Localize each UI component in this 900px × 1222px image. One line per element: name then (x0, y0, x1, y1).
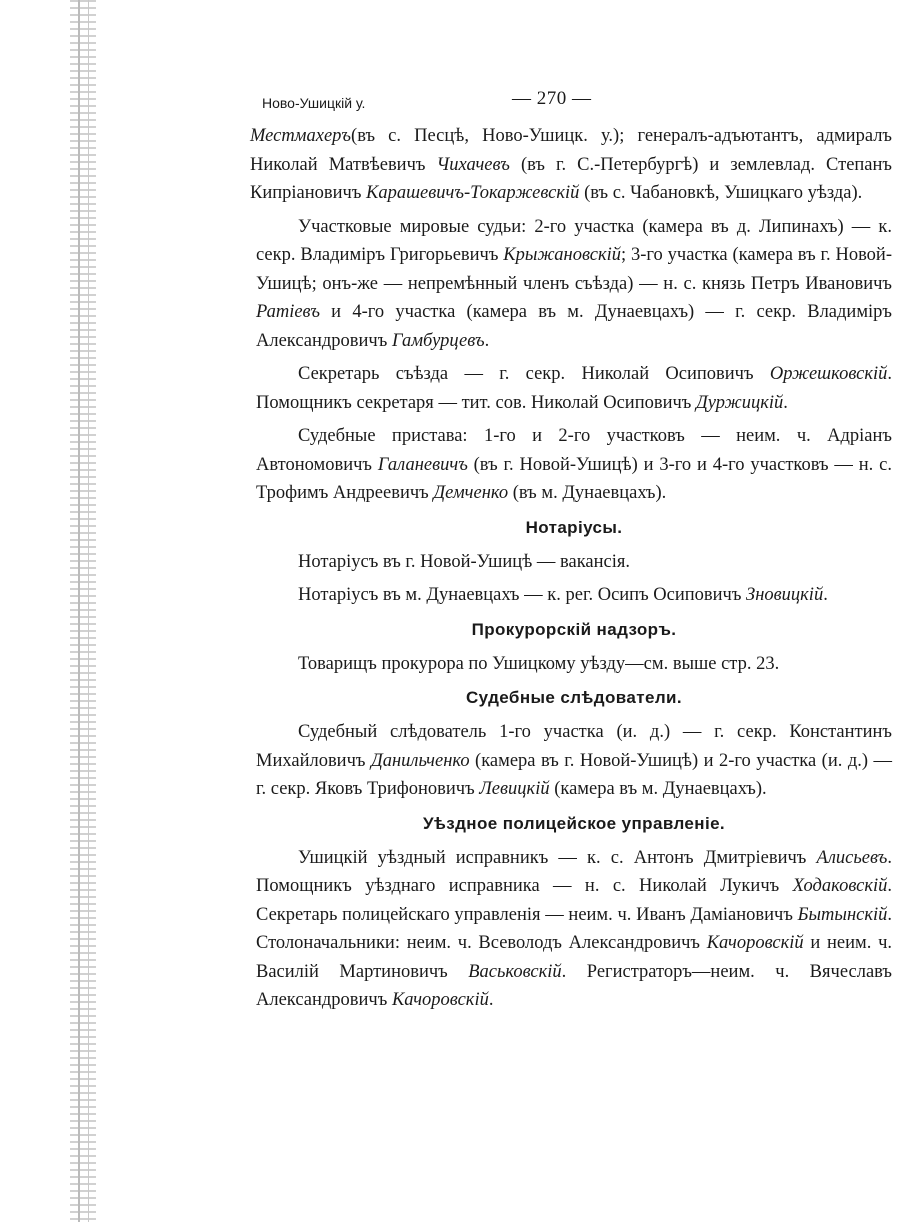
text-run: Судебные пристава: 1-го и 2-го участковъ — неим. ч. Адрiанъ Автономовичъ (256, 426, 892, 475)
paragraph-secretary (256, 360, 892, 417)
running-head-district: Ново-Ушицкiй у. (262, 95, 366, 111)
text-run: . Секретарь полицейскаго управленiя — неим. ч. Иванъ Дамiановичъ (256, 876, 892, 925)
person-name: Ратiевъ (256, 302, 320, 322)
person-name: Алисьевъ (816, 847, 888, 868)
text-run: Ушицкiй уѣздный исправникъ — к. с. Антонъ Дмитрiевичъ (298, 847, 817, 868)
text-run: (камера въ г. Новой-Ушицѣ) и 2-го участка (и. д.) — г. секр. Яковъ Трифоновичъ (256, 750, 892, 799)
person-name: Дуржицкiй (695, 392, 784, 413)
person-name: Оржешковскiй (769, 364, 888, 384)
page-number: — 270 — (512, 88, 592, 109)
person-name: Чихачевъ (436, 154, 510, 175)
text-run: ; 3-го участка (камера въ г. Новой-Ушицѣ; онъ-же — непремѣнный членъ съѣзда) — н. с. князь Петръ Ивановичъ (256, 245, 892, 294)
person-name: Данильченко (370, 750, 470, 771)
paragraph-continuation (250, 122, 892, 208)
person-name: Ходаковскiй (792, 876, 888, 896)
text-run: . Помощникъ секретаря — тит. сов. Николай Осиповичъ (256, 364, 892, 413)
paragraph-police (256, 844, 892, 1015)
person-name: Демченко (433, 483, 509, 503)
text-run: . Помощникъ уѣзднаго исправника — н. с. Николай Лукичъ (256, 847, 892, 896)
text-run: . (484, 330, 490, 351)
person-name: Карашевичъ-Токаржевскiй (366, 183, 580, 203)
person-name: Васьковскiй (468, 961, 562, 982)
person-name: Левицкiй (479, 779, 550, 799)
person-name: Галаневичъ (377, 454, 468, 475)
text-run: Секретарь съѣзда — г. секр. Николай Осиповичъ (298, 364, 770, 384)
person-name: Зновицкiй (746, 585, 824, 605)
text-run: (въ г. Новой-Ушицѣ) и 3-го и 4-го участковъ — н. с. Трофимъ Андреевичъ (256, 454, 892, 503)
person-name: Качоровскiй (391, 990, 489, 1010)
paragraph-district-judges (256, 213, 892, 356)
text-run: и неим. ч. Василiй Мартиновичъ (256, 933, 892, 982)
text-run: Судебный слѣдователь 1-го участка (и. д.) — г. секр. Константинъ Михайловичъ (256, 722, 892, 771)
person-name: Качоровскiй (706, 933, 804, 953)
text-run: . Регистраторъ—неим. ч. Вячеславъ Александровичъ (256, 961, 893, 1010)
page-header (250, 82, 892, 122)
paragraph-notary-2 (256, 581, 892, 610)
person-name: Крыжановскiй (503, 245, 622, 265)
paragraph-prosecutor: Товарищъ прокурора по Ушицкому уѣзду—см. выше стр. 23. (298, 653, 780, 674)
text-run: . (783, 392, 788, 413)
text-run: (въ с. Песцѣ, Ново-Ушицк. у.); генералъ-адъютантъ, адмиралъ Николай Матвѣевичъ (250, 126, 892, 175)
person-name: Местмахеръ (250, 126, 352, 146)
text-run: (въ м. Дунаевцахъ). (508, 483, 667, 503)
paragraph-notary-1: Нотарiусъ въ г. Новой-Ушицѣ — вакансiя. (298, 551, 630, 572)
text-run: Нотарiусъ въ м. Дунаевцахъ — к. рег. Осипъ Осиповичъ (298, 585, 747, 605)
text-run: . Столоначальники: неим. ч. Всеволодъ Александровичъ (256, 904, 892, 953)
paragraph-investigators (256, 718, 892, 804)
scanned-binding-edge (70, 0, 96, 1222)
person-name: Гамбурцевъ (391, 330, 485, 351)
text-run: . (488, 990, 494, 1010)
text-run: (камера въ м. Дунаевцахъ). (549, 779, 767, 799)
section-heading-prosecutor: Прокурорскiй надзоръ. (471, 619, 677, 639)
person-name: Бытынскiй (797, 904, 888, 925)
paragraph-bailiffs (256, 422, 892, 508)
text-run: (въ с. Чабановкѣ, Ушицкаго уѣзда). (579, 183, 863, 203)
book-page (250, 82, 893, 1020)
text-run: Участковые мировые судьи: 2-го участка (камера въ д. Липинахъ) — к. секр. Владимiръ Григорьевичъ (256, 216, 892, 265)
section-heading-police: Уѣздное полицейское управленiе. (422, 813, 726, 833)
section-heading-investigators: Судебные слѣдователи. (465, 688, 682, 707)
section-heading-notaries: Нотарiусы. (525, 517, 623, 537)
text-run: и 4-го участка (камера въ м. Дунаевцахъ) — г. секр. Владимiръ Александровичъ (256, 302, 892, 351)
text-run: . (823, 585, 828, 605)
text-run: (въ г. С.-Петербургѣ) и землевлад. Степанъ Кипрiановичъ (250, 154, 892, 203)
